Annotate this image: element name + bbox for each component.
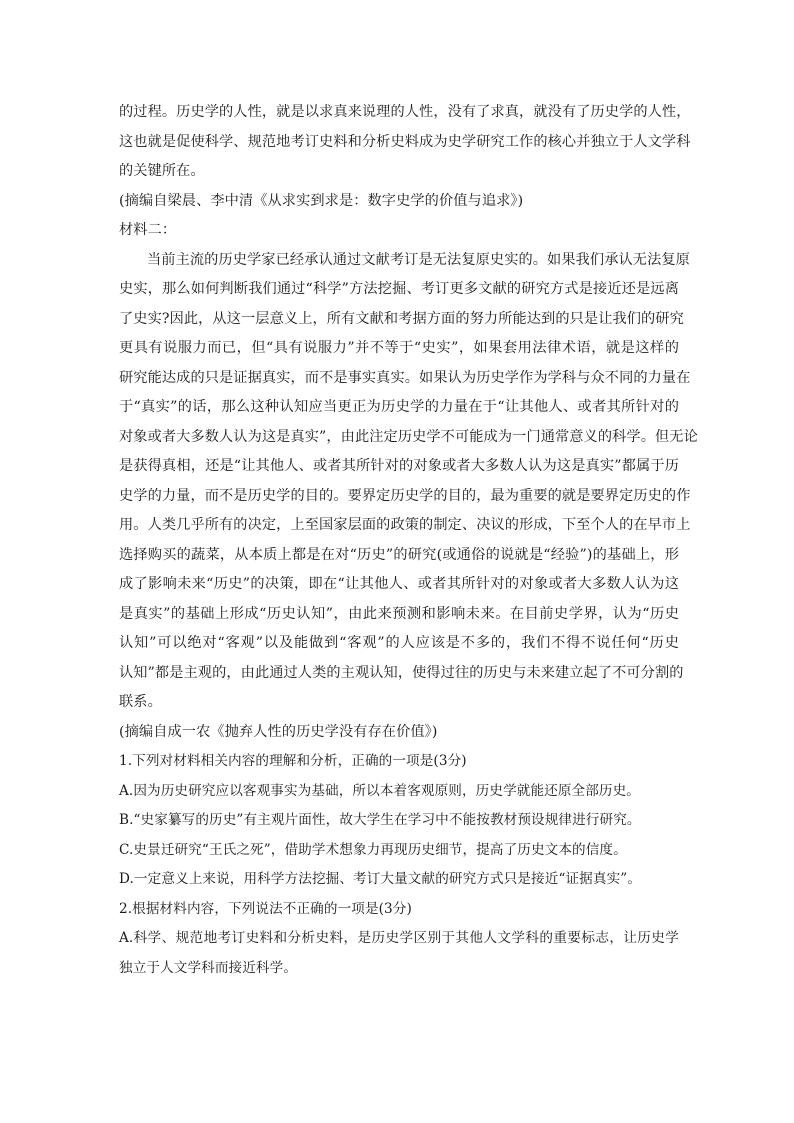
text-line: 联系。 — [119, 694, 162, 710]
text-line: 认知”可以绝对“客观”以及能做到“客观”的人应该是不多的，我们不得不说任何“历史 — [119, 635, 679, 651]
text-line: 的关键所在。 — [119, 163, 205, 179]
question-1-option-a: A.因为历史研究应以客观事实为基础，所以本着客观原则，历史学就能还原全部历史。 — [119, 782, 641, 799]
source-citation-2: (摘编自成一农《抛弃人性的历史学没有存在价值》) — [119, 723, 438, 740]
material-2-paragraph — [119, 246, 698, 718]
question-1-option-c: C.史景迁研究“王氏之死”，借助学术想象力再现历史细节，提高了历史文本的信度。 — [119, 841, 627, 858]
text-line: 这也就是促使科学、规范地考订史料和分析史料成为史学研究工作的核心并独立于人文学科 — [119, 133, 691, 150]
question-2 — [119, 895, 679, 984]
text-line: 史实，那么如何判断我们通过“科学”方法挖掘、考订更多文献的研究方式是接近还是远离 — [119, 281, 679, 297]
text-line: 当前主流的历史学家已经承认通过文献考订是无法复原史实的。如果我们承认无法复原 — [147, 251, 690, 268]
text-line: 更具有说服力而已，但“具有说服力”并不等于“史实”，如果套用法律术语，就是这样的 — [119, 340, 679, 356]
text-line: 成了影响未来“历史”的决策，即在“让其他人、或者其所针对的对象或者大多数人认为这 — [119, 576, 679, 592]
question-1-option-b: B.“史家纂写的历史”有主观片面性，故大学生在学习中不能按教材预设规律进行研究。 — [119, 812, 641, 828]
question-1 — [119, 747, 679, 895]
text-line: 用。人类几乎所有的决定，上至国家层面的政策的制定、决议的形成，下至个人的在早市上 — [119, 517, 691, 533]
text-line: 是真实”的基础上形成“历史认知”，由此来预测和影响未来。在目前史学界，认为“历史 — [119, 605, 679, 622]
text-line: 对象或者大多数人认为这是真实”，由此注定历史学不可能成为一门通常意义的科学。但无论 — [119, 428, 698, 445]
question-2-option-a-line: 独立于人文学科而接近科学。 — [119, 959, 298, 976]
material-2-heading: 材料二： — [119, 222, 177, 238]
text-line: 研究能达成的只是证据真实，而不是事实真实。如果认为历史学作为学科与众不同的力量在 — [119, 369, 691, 386]
text-line: 选择购买的蔬菜，从本质上都是在对“历史”的研究(或通俗的说就是“经验”)的基础上，形 — [119, 546, 679, 563]
text-line: 认知”都是主观的，由此通过人类的主观认知，使得过往的历史与未来建立起了不可分割的 — [119, 664, 684, 681]
intro-paragraph — [119, 98, 691, 187]
text-line: 是获得真相，还是“让其他人、或者其所针对的对象或者大多数人认为这是真实”都属于历 — [119, 458, 679, 474]
text-line: 了史实?因此，从这一层意义上，所有文献和考据方面的努力所能达到的只是让我们的研究 — [119, 310, 684, 327]
text-line: 史学的力量，而不是历史学的目的。要界定历史学的目的，最为重要的就是要界定历史的作 — [119, 487, 691, 504]
question-1-stem: 1.下列对材料相关内容的理解和分析，正确的一项是(3分) — [119, 753, 467, 769]
document-page — [119, 98, 698, 983]
question-2-option-a-line: A.科学、规范地考订史料和分析史料，是历史学区别于其他人文学科的重要标志，让历史学 — [119, 930, 679, 946]
text-line: 于“真实”的话，那么这种认知应当更正为历史学的力量在于“让其他人、或者其所针对的 — [119, 399, 679, 415]
text-line: 的过程。历史学的人性，就是以求真来说理的人性，没有了求真，就没有了历史学的人性， — [119, 104, 691, 120]
source-citation-1: (摘编自梁晨、李中清《从求实到求是：数字史学的价值与追求》) — [119, 192, 524, 209]
question-2-stem: 2.根据材料内容，下列说法不正确的一项是(3分) — [119, 900, 412, 917]
question-1-option-d: D.一定意义上来说，用科学方法挖掘、考订大量文献的研究方式只是接近“证据真实”。 — [119, 871, 642, 887]
